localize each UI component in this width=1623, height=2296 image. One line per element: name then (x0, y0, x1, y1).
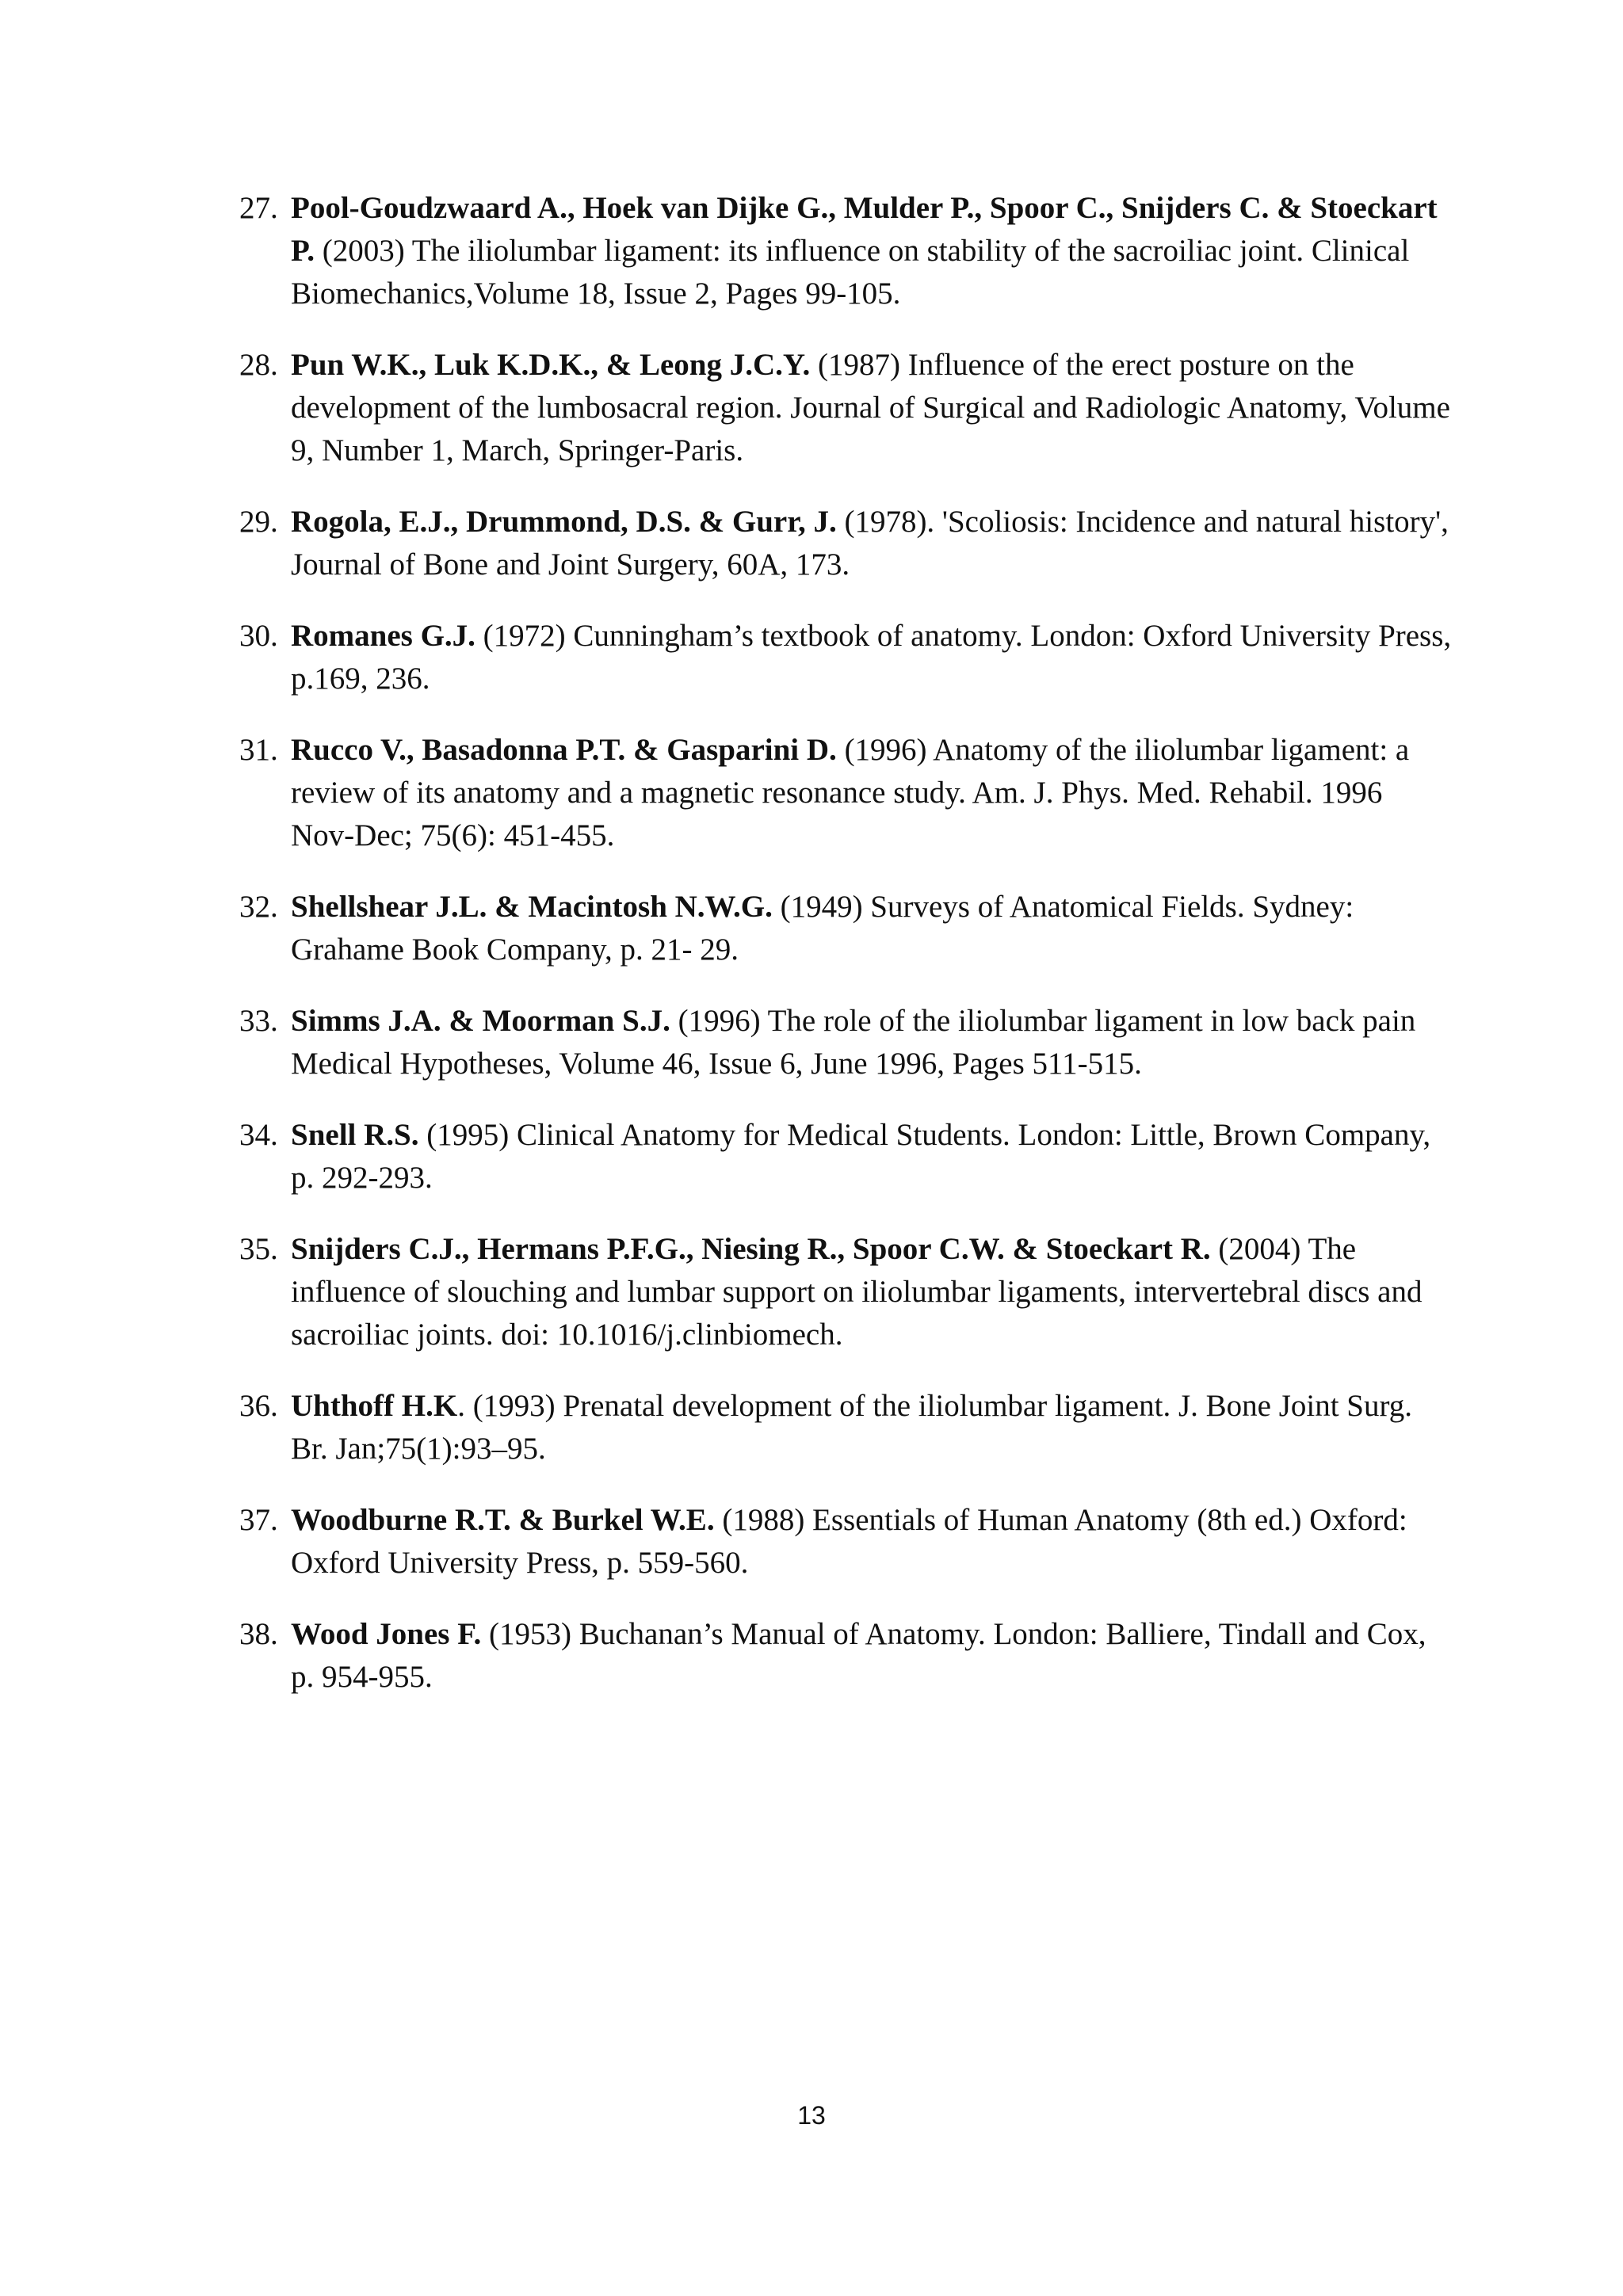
reference-number: 31. (239, 733, 278, 767)
reference-details: . (1993) Prenatal development of the iliolumbar ligament. J. Bone Joint Surg. Br. Jan;75(1):93–95. (291, 1389, 1413, 1466)
reference-number: 27. (239, 191, 278, 225)
reference-details: (1953) Buchanan’s Manual of Anatomy. London: Balliere, Tindall and Cox, p. 954-955. (291, 1617, 1426, 1694)
reference-authors: Woodburne R.T. & Burkel W.E. (291, 1503, 715, 1537)
reference-item-28 (239, 344, 1452, 472)
reference-authors: Snell R.S. (291, 1118, 419, 1152)
reference-details: (1996) The role of the iliolumbar ligament in low back pain Medical Hypotheses, Volume 46, Issue 6, June 1996, Pages 511-515. (291, 1004, 1416, 1081)
reference-item-38 (239, 1613, 1452, 1699)
reference-authors: Snijders C.J., Hermans P.F.G., Niesing R., Spoor C.W. & Stoeckart R. (291, 1232, 1211, 1266)
reference-number: 35. (239, 1232, 278, 1266)
reference-number: 30. (239, 619, 278, 653)
reference-number: 37. (239, 1503, 278, 1537)
reference-authors: Wood Jones F. (291, 1617, 482, 1651)
reference-authors: Uhthoff H.K (291, 1389, 458, 1423)
reference-details: (1987) Influence of the erect posture on the development of the lumbosacral region. Journal of Surgical and Radiologic Anatomy, Volume 9, Number 1, March, Springer-Paris. (291, 348, 1450, 467)
reference-authors: Pool-Goudzwaard A., Hoek van Dijke G., Mulder P., Spoor C., Snijders C. & Stoeckart P. (291, 191, 1438, 268)
reference-details: (1978). 'Scoliosis: Incidence and natural history', Journal of Bone and Joint Surgery, 60A, 173. (291, 505, 1449, 582)
reference-list (239, 187, 1452, 1727)
reference-authors: Pun W.K., Luk K.D.K., & Leong J.C.Y. (291, 348, 811, 382)
reference-authors: Shellshear J.L. & Macintosh N.W.G. (291, 890, 773, 924)
reference-details: (1988) Essentials of Human Anatomy (8th ed.) Oxford: Oxford University Press, p. 559-560. (291, 1503, 1407, 1580)
reference-details: (2004) The influence of slouching and lumbar support on iliolumbar ligaments, intervertebral discs and sacroiliac joints. doi: 10.1016/j.clinbiomech. (291, 1232, 1423, 1352)
reference-details: (1949) Surveys of Anatomical Fields. Sydney: Grahame Book Company, p. 21- 29. (291, 890, 1354, 967)
reference-details: (1972) Cunningham’s textbook of anatomy. London: Oxford University Press, p.169, 236. (291, 619, 1452, 696)
reference-item-32 (239, 886, 1452, 971)
reference-item-31 (239, 729, 1452, 857)
reference-authors: Simms J.A. & Moorman S.J. (291, 1004, 670, 1038)
reference-number: 28. (239, 348, 278, 382)
reference-details: (1995) Clinical Anatomy for Medical Students. London: Little, Brown Company, p. 292-293. (291, 1118, 1431, 1195)
reference-number: 38. (239, 1617, 278, 1651)
reference-details: (2003) The iliolumbar ligament: its influence on stability of the sacroiliac joint. Clinical Biomechanics,Volume 18, Issue 2, Pages 99-105. (291, 234, 1410, 311)
reference-item-36 (239, 1385, 1452, 1470)
reference-item-27 (239, 187, 1452, 315)
reference-number: 34. (239, 1118, 278, 1152)
reference-number: 36. (239, 1389, 278, 1423)
reference-item-33 (239, 1000, 1452, 1085)
reference-number: 32. (239, 890, 278, 924)
reference-item-34 (239, 1114, 1452, 1199)
reference-item-30 (239, 615, 1452, 700)
reference-number: 29. (239, 505, 278, 539)
reference-authors: Rucco V., Basadonna P.T. & Gasparini D. (291, 733, 837, 767)
reference-item-35 (239, 1228, 1452, 1356)
reference-authors: Romanes G.J. (291, 619, 475, 653)
reference-authors: Rogola, E.J., Drummond, D.S. & Gurr, J. (291, 505, 837, 539)
reference-item-29 (239, 501, 1452, 586)
reference-details: (1996) Anatomy of the iliolumbar ligament: a review of its anatomy and a magnetic resonance study. Am. J. Phys. Med. Rehabil. 1996 Nov-Dec; 75(6): 451-455. (291, 733, 1410, 852)
page-number: 13 (797, 2101, 826, 2130)
reference-number: 33. (239, 1004, 278, 1038)
reference-item-37 (239, 1499, 1452, 1585)
